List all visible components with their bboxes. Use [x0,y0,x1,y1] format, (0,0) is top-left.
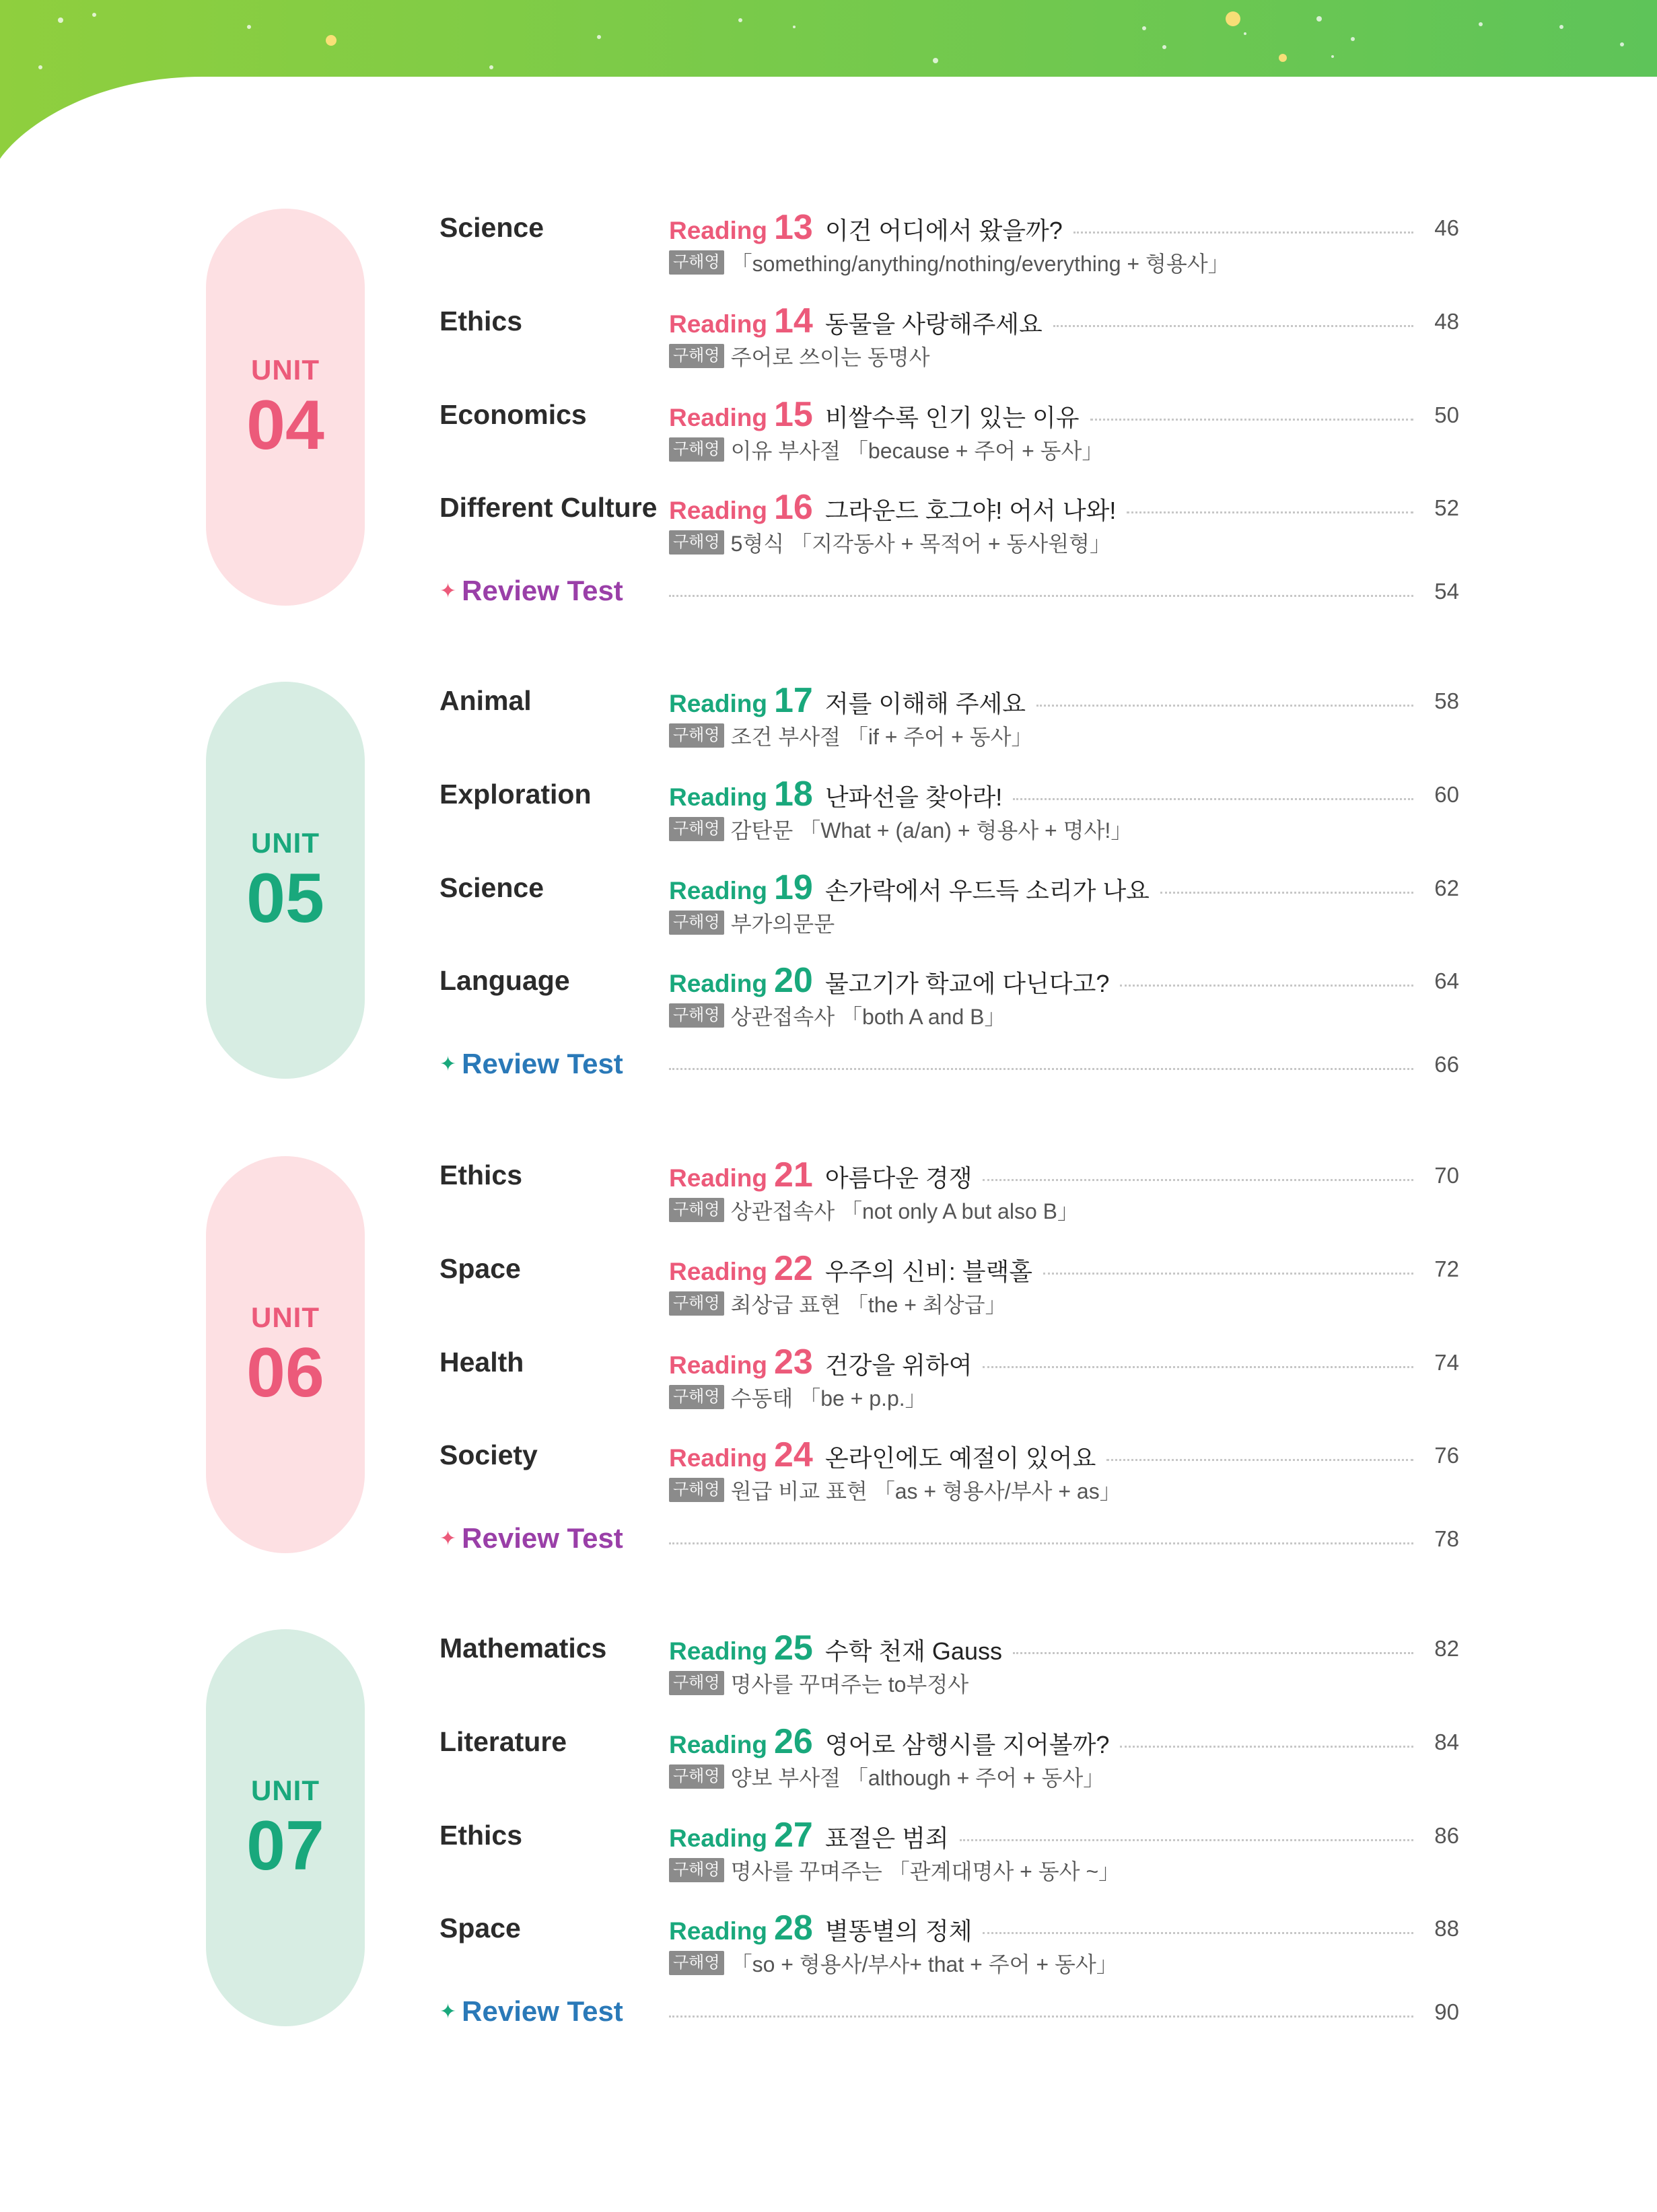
review-test-link[interactable] [439,1520,623,1557]
grammar-tag: 구해영 [669,1198,724,1222]
subject-label: Mathematics [439,1633,607,1664]
grammar-line [669,1762,1104,1791]
reading-number: 25 [773,1629,813,1668]
reading-title: 손가락에서 우드득 소리가 나요 [824,877,1150,904]
reading-title: 표절은 범죄 [824,1824,949,1852]
dotted-leader [669,2015,1413,2018]
grammar-line [669,435,1103,464]
reading-word: Reading [669,1351,767,1379]
grammar-tag: 구해영 [669,1764,724,1789]
reading-entry[interactable] [0,489,1657,583]
page-number: 82 [1434,1636,1459,1661]
reading-number: 26 [773,1722,813,1761]
dotted-leader [669,1542,1413,1544]
subject-label: Language [439,965,570,996]
star-icon: ✦ [439,1053,457,1075]
dotted-leader [1043,1273,1413,1275]
dotted-leader [1090,419,1413,421]
review-test-label: Review Test [462,1522,623,1554]
reading-word: Reading [669,217,767,244]
reading-entry[interactable] [0,1909,1657,2003]
reading-title: 수학 천재 Gauss [824,1637,1002,1665]
reading-number: 14 [773,301,813,341]
page-number: 54 [1434,579,1459,604]
review-test-entry[interactable] [0,572,1657,612]
reading-word: Reading [669,1258,767,1285]
reading-entry[interactable] [0,302,1657,396]
dotted-leader [1073,231,1413,234]
grammar-text: 조건 부사절 「if + 주어 + 동사」 [730,725,1033,749]
dotted-leader [1120,985,1413,987]
grammar-text: 명사를 꾸며주는 「관계대명사 + 동사 ~」 [730,1859,1121,1884]
unit-number: 06 [246,1334,324,1412]
review-test-label: Review Test [462,1048,623,1079]
grammar-tag: 구해영 [669,723,724,748]
dotted-leader [983,1366,1413,1368]
reading-title: 비쌀수록 인기 있는 이유 [824,404,1080,431]
reading-number: 18 [773,775,813,814]
dotted-leader [669,595,1413,597]
reading-number: 24 [773,1435,813,1474]
reading-number: 27 [773,1816,813,1855]
grammar-text: 「so + 형용사/부사+ that + 주어 + 동사」 [730,1952,1118,1976]
grammar-text: 감탄문 「What + (a/an) + 형용사 + 명사!」 [730,818,1133,843]
page-number: 78 [1434,1526,1459,1551]
reading-entry[interactable] [0,1436,1657,1530]
grammar-tag: 구해영 [669,1478,724,1502]
page-number: 46 [1434,215,1459,240]
page-number: 66 [1434,1052,1459,1077]
page-number: 50 [1434,402,1459,427]
grammar-tag: 구해영 [669,344,724,368]
reading-title-line[interactable] [669,209,1063,246]
grammar-line [669,1001,1006,1030]
page-number: 60 [1434,782,1459,807]
dotted-leader [983,1179,1413,1181]
unit-section [0,1156,1657,1560]
page-number: 48 [1434,309,1459,334]
unit-number: 05 [246,859,324,937]
dotted-leader [1127,511,1413,513]
grammar-tag: 구해영 [669,1951,724,1975]
reading-title: 물고기가 학교에 다닌다고? [824,970,1110,997]
grammar-tag: 구해영 [669,817,724,841]
grammar-text: 5형식 「지각동사 + 목적어 + 동사원형」 [730,532,1112,556]
grammar-text: 최상급 표현 「the + 최상급」 [730,1293,1007,1317]
grammar-text: 원급 비교 표현 「as + 형용사/부사 + as」 [730,1479,1121,1503]
reading-number: 20 [773,961,813,1000]
review-test-link[interactable] [439,1993,623,2030]
page-number: 84 [1434,1729,1459,1754]
review-test-entry[interactable] [0,1520,1657,1560]
page-number: 76 [1434,1443,1459,1468]
subject-label: Ethics [439,306,523,336]
dotted-leader [1013,798,1413,800]
reading-title: 아름다운 경쟁 [824,1164,973,1192]
subject-label: Society [439,1439,538,1470]
reading-title-line[interactable] [669,1629,1002,1667]
reading-word: Reading [669,1164,767,1192]
reading-title-line[interactable] [669,1723,1109,1760]
grammar-line [669,1855,1120,1885]
reading-entry[interactable] [0,209,1657,303]
grammar-line [669,1195,1079,1225]
reading-word: Reading [669,877,767,904]
reading-title-line[interactable] [669,302,1043,340]
reading-title: 건강을 위하여 [824,1351,973,1379]
reading-word: Reading [669,970,767,997]
reading-number: 28 [773,1908,813,1948]
grammar-line [669,1475,1121,1505]
reading-number: 17 [773,681,813,720]
reading-entry[interactable] [0,1816,1657,1911]
grammar-line [669,1382,927,1412]
unit-number: 04 [246,386,324,464]
grammar-line [669,341,930,371]
reading-word: Reading [669,1637,767,1665]
grammar-line [669,528,1111,557]
subject-label: Ethics [439,1159,523,1190]
reading-number: 19 [773,868,813,907]
subject-label: Space [439,1913,521,1943]
subject-label: Literature [439,1726,567,1757]
reading-number: 23 [773,1343,813,1382]
page-number: 52 [1434,495,1459,520]
reading-title: 그라운드 호그야! 어서 나와! [824,497,1117,524]
dotted-leader [983,1932,1413,1934]
reading-entry[interactable] [0,775,1657,869]
reading-entry[interactable] [0,962,1657,1056]
unit-section [0,209,1657,612]
reading-title: 별똥별의 정체 [824,1917,973,1945]
grammar-text: 명사를 꾸며주는 to부정사 [730,1672,969,1697]
page-number: 90 [1434,1999,1459,2024]
reading-entry[interactable] [0,1156,1657,1250]
grammar-tag: 구해영 [669,250,724,275]
reading-title-line[interactable] [669,1250,1032,1287]
page-number: 74 [1434,1350,1459,1375]
grammar-text: 부가의문문 [730,912,835,936]
subject-label: Health [439,1347,524,1378]
subject-label: Exploration [439,779,592,810]
reading-title-line[interactable] [669,869,1150,906]
reading-entry[interactable] [0,1723,1657,1817]
dotted-leader [1120,1746,1413,1748]
subject-label: Space [439,1253,521,1284]
subject-label: Animal [439,685,532,716]
reading-word: Reading [669,404,767,431]
reading-entry[interactable] [0,396,1657,490]
grammar-text: 「something/anything/nothing/everything + 형용사」 [730,252,1230,276]
star-icon: ✦ [439,579,457,602]
reading-word: Reading [669,1444,767,1472]
page-number: 58 [1434,688,1459,713]
grammar-line [669,908,835,937]
reading-word: Reading [669,783,767,811]
review-test-link[interactable] [439,1045,623,1083]
review-test-label: Review Test [462,1995,623,2027]
grammar-line [669,1289,1007,1318]
reading-number: 21 [773,1155,813,1194]
header-banner [0,0,1657,162]
reading-title-line[interactable] [669,1156,972,1194]
dotted-leader [1106,1459,1413,1461]
reading-entry[interactable] [0,1629,1657,1723]
reading-title-line[interactable] [669,489,1116,526]
grammar-tag: 구해영 [669,1858,724,1882]
reading-number: 15 [773,395,813,434]
review-test-entry[interactable] [0,1993,1657,2033]
grammar-tag: 구해영 [669,1291,724,1316]
grammar-line [669,721,1033,750]
reading-entry[interactable] [0,682,1657,776]
unit-number: 07 [246,1807,324,1885]
reading-title: 저를 이해해 주세요 [824,690,1026,717]
subject-label: Economics [439,399,587,430]
reading-title-line[interactable] [669,396,1080,433]
grammar-tag: 구해영 [669,1671,724,1695]
subject-label: Ethics [439,1820,523,1851]
grammar-text: 상관접속사 「both A and B」 [730,1005,1006,1029]
unit-label: UNIT [251,354,320,386]
reading-word: Reading [669,1731,767,1758]
star-icon: ✦ [439,1527,457,1550]
grammar-tag: 구해영 [669,530,724,555]
page-number: 64 [1434,968,1459,993]
grammar-tag: 구해영 [669,1385,724,1409]
reading-number: 13 [773,208,813,247]
reading-title-line[interactable] [669,1436,1096,1474]
page-number: 88 [1434,1916,1459,1941]
reading-title-line[interactable] [669,775,1002,813]
reading-word: Reading [669,1824,767,1852]
dotted-leader [960,1839,1413,1841]
reading-entry[interactable] [0,1343,1657,1437]
reading-title-line[interactable] [669,962,1109,999]
grammar-text: 주어로 쓰이는 동명사 [730,345,930,369]
reading-number: 22 [773,1249,813,1288]
unit-label: UNIT [251,827,320,859]
reading-title: 이건 어디에서 왔을까? [824,217,1063,244]
grammar-text: 수동태 「be + p.p.」 [730,1386,927,1411]
reading-title: 우주의 신비: 블랙홀 [824,1258,1033,1285]
reading-word: Reading [669,1917,767,1945]
reading-title: 온라인에도 예절이 있어요 [824,1444,1096,1472]
grammar-tag: 구해영 [669,437,724,462]
review-test-label: Review Test [462,575,623,606]
grammar-line [669,1668,968,1698]
dotted-leader [1036,705,1413,707]
grammar-tag: 구해영 [669,911,724,935]
subject-label: Science [439,212,544,243]
star-icon: ✦ [439,2000,457,2023]
page-number: 72 [1434,1256,1459,1281]
reading-number: 16 [773,488,813,527]
grammar-text: 양보 부사절 「although + 주어 + 동사」 [730,1766,1105,1790]
dotted-leader [1053,325,1413,327]
unit-section [0,1629,1657,2033]
unit-label: UNIT [251,1301,320,1333]
dotted-leader [1160,892,1413,894]
dotted-leader [1013,1652,1413,1654]
reading-title: 난파선을 찾아라! [824,783,1003,811]
page-number: 62 [1434,876,1459,900]
page-number: 70 [1434,1163,1459,1188]
reading-title: 영어로 삼행시를 지어볼까? [824,1731,1110,1758]
reading-entry[interactable] [0,869,1657,963]
unit-section [0,682,1657,1085]
reading-title: 동물을 사랑해주세요 [824,310,1043,338]
grammar-text: 상관접속사 「not only A but also B」 [730,1199,1079,1223]
dotted-leader [669,1068,1413,1070]
review-test-entry[interactable] [0,1045,1657,1085]
grammar-tag: 구해영 [669,1003,724,1028]
reading-entry[interactable] [0,1250,1657,1344]
review-test-link[interactable] [439,572,623,610]
page-number: 86 [1434,1823,1459,1848]
reading-title-line[interactable] [669,1909,972,1947]
reading-word: Reading [669,497,767,524]
reading-title-line[interactable] [669,1343,972,1381]
reading-title-line[interactable] [669,1816,949,1854]
reading-word: Reading [669,310,767,338]
subject-label: Different Culture [439,492,658,523]
reading-title-line[interactable] [669,682,1026,719]
subject-label: Science [439,872,544,903]
reading-word: Reading [669,690,767,717]
unit-label: UNIT [251,1775,320,1806]
grammar-text: 이유 부사절 「because + 주어 + 동사」 [730,439,1104,463]
grammar-line [669,1948,1118,1978]
grammar-line [669,814,1132,844]
grammar-line [669,248,1230,277]
